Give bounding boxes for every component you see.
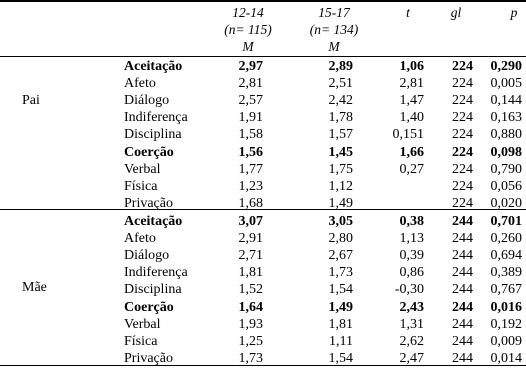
mean-15-17-cell: 1,12	[328, 178, 353, 194]
t-value-cell: 0,86	[399, 265, 424, 281]
row-label: Privação	[124, 350, 173, 366]
header-age-15-17	[303, 4, 365, 55]
mean-12-14-cell: 2,91	[238, 231, 263, 247]
t-value-cell: 2,43	[399, 299, 424, 315]
gl-value-cell: 244	[452, 299, 473, 315]
mean-15-17-cell: 2,67	[328, 248, 353, 264]
row-label: Coerção	[124, 299, 174, 315]
header-gl	[446, 4, 466, 21]
mean-15-17-cell: 3,05	[328, 214, 353, 229]
p-value-cell: 0,880	[490, 127, 522, 143]
p-value-cell: 0,694	[490, 248, 522, 264]
t-value-cell: 0,151	[392, 127, 424, 143]
row-label: Indiferença	[124, 110, 188, 126]
header-sample-size: (n= 115)	[224, 22, 272, 37]
row-label: Afeto	[124, 76, 156, 92]
row-label: Coerção	[124, 144, 174, 160]
gl-value-cell: 224	[452, 59, 473, 74]
gl-value-cell: 244	[452, 248, 473, 264]
header-p-label: p	[510, 5, 518, 20]
mean-15-17-cell: 1,49	[328, 299, 353, 315]
row-label: Física	[124, 333, 158, 349]
p-value-cell: 0,192	[490, 316, 522, 332]
t-value-cell: 0,38	[399, 214, 424, 229]
mean-15-17-cell: 1,81	[328, 316, 353, 332]
gl-value-cell: 224	[452, 178, 473, 194]
gl-value-cell: 224	[452, 195, 473, 211]
gl-value-cell: 224	[452, 144, 473, 160]
gl-value-cell: 224	[452, 110, 473, 126]
t-value-cell: 1,06	[399, 59, 424, 74]
p-value-cell: 0,767	[490, 282, 522, 298]
p-value-cell: 0,790	[490, 161, 522, 177]
gl-value-cell: 244	[452, 333, 473, 349]
gl-value-cell: 244	[452, 214, 473, 229]
header-age-range: 12-14	[232, 5, 264, 20]
mean-12-14-cell: 1,77	[238, 161, 263, 177]
row-label: Verbal	[124, 316, 161, 332]
mean-15-17-cell: 1,78	[328, 110, 353, 126]
mean-15-17-cell: 1,73	[328, 265, 353, 281]
gl-value-cell: 224	[452, 76, 473, 92]
table-row	[0, 194, 526, 213]
mean-15-17-cell: 2,42	[328, 93, 353, 109]
row-label: Física	[124, 178, 158, 194]
row-label: Afeto	[124, 231, 156, 247]
t-value-cell: 1,13	[399, 231, 424, 247]
t-value-cell: 1,66	[399, 144, 424, 160]
group-label-mae: Mãe	[22, 280, 47, 295]
row-label: Disciplina	[124, 127, 182, 143]
mean-15-17-cell: 1,11	[329, 333, 353, 349]
gl-value-cell: 244	[452, 231, 473, 247]
p-value-cell: 0,163	[490, 110, 522, 126]
mean-15-17-cell: 1,54	[328, 282, 353, 298]
t-value-cell: 1,47	[399, 93, 424, 109]
mean-12-14-cell: 1,93	[238, 316, 263, 332]
table-row	[0, 349, 526, 368]
mean-12-14-cell: 2,71	[238, 248, 263, 264]
mean-15-17-cell: 1,54	[328, 350, 353, 366]
t-value-cell: 1,40	[399, 110, 424, 126]
mean-12-14-cell: 1,25	[238, 333, 263, 349]
gl-value-cell: 224	[452, 161, 473, 177]
p-value-cell: 0,144	[490, 93, 522, 109]
t-value-cell: -0,30	[394, 282, 424, 298]
header-mean-label: M	[328, 39, 340, 54]
t-value-cell: 2,62	[399, 333, 424, 349]
row-label: Indiferença	[124, 265, 188, 281]
p-value-cell: 0,014	[490, 350, 522, 366]
group-label-pai: Pai	[22, 93, 40, 108]
header-sample-size: (n= 134)	[309, 22, 359, 37]
row-label: Diálogo	[124, 93, 170, 109]
p-value-cell: 0,290	[490, 59, 522, 74]
t-value-cell: 2,81	[399, 76, 424, 92]
mean-15-17-cell: 1,57	[328, 127, 353, 143]
gl-value-cell: 244	[452, 265, 473, 281]
mean-15-17-cell: 1,75	[328, 161, 353, 177]
header-age-range: 15-17	[318, 5, 350, 20]
p-value-cell: 0,389	[490, 265, 522, 281]
mean-12-14-cell: 1,73	[238, 350, 263, 366]
mean-12-14-cell: 1,52	[238, 282, 263, 298]
t-value-cell: 1,31	[399, 316, 424, 332]
mean-15-17-cell: 2,80	[328, 231, 353, 247]
row-label: Privação	[124, 195, 173, 211]
p-value-cell: 0,056	[490, 178, 522, 194]
p-value-cell: 0,701	[490, 214, 522, 229]
row-label: Aceitação	[124, 59, 183, 74]
header-gl-label: gl	[450, 5, 462, 20]
header-t	[400, 4, 416, 21]
mean-12-14-cell: 1,81	[238, 265, 263, 281]
gl-value-cell: 224	[452, 127, 473, 143]
header-p	[507, 4, 521, 21]
mean-12-14-cell: 2,97	[238, 59, 263, 74]
mean-15-17-cell: 2,51	[328, 76, 353, 92]
mean-12-14-cell: 1,68	[238, 195, 263, 211]
t-value-cell: 2,47	[399, 350, 424, 366]
mean-12-14-cell: 1,56	[238, 144, 263, 160]
gl-value-cell: 244	[452, 282, 473, 298]
mean-12-14-cell: 2,81	[238, 76, 263, 92]
p-value-cell: 0,098	[490, 144, 522, 160]
mean-12-14-cell: 3,07	[238, 214, 263, 229]
mean-15-17-cell: 1,45	[328, 144, 353, 160]
p-value-cell: 0,009	[490, 333, 522, 349]
p-value-cell: 0,005	[490, 76, 522, 92]
p-value-cell: 0,020	[490, 195, 522, 211]
p-value-cell: 0,016	[490, 299, 522, 315]
header-age-12-14	[220, 4, 276, 55]
mean-12-14-cell: 1,23	[238, 178, 263, 194]
t-value-cell: 0,27	[399, 161, 424, 177]
row-label: Verbal	[124, 161, 161, 177]
row-label: Diálogo	[124, 248, 170, 264]
row-label: Disciplina	[124, 282, 182, 298]
mean-15-17-cell: 2,89	[328, 59, 353, 74]
t-value-cell: 0,39	[399, 248, 424, 264]
mean-12-14-cell: 1,91	[238, 110, 263, 126]
p-value-cell: 0,260	[490, 231, 522, 247]
mean-12-14-cell: 1,58	[238, 127, 263, 143]
header-mean-label: M	[242, 39, 254, 54]
mean-12-14-cell: 2,57	[238, 93, 263, 109]
mean-12-14-cell: 1,64	[238, 299, 263, 315]
gl-value-cell: 244	[452, 350, 473, 366]
table-top-rule	[0, 0, 526, 2]
header-t-label: t	[406, 5, 410, 20]
row-label: Aceitação	[124, 214, 183, 229]
gl-value-cell: 244	[452, 316, 473, 332]
gl-value-cell: 224	[452, 93, 473, 109]
mean-15-17-cell: 1,49	[328, 195, 353, 211]
